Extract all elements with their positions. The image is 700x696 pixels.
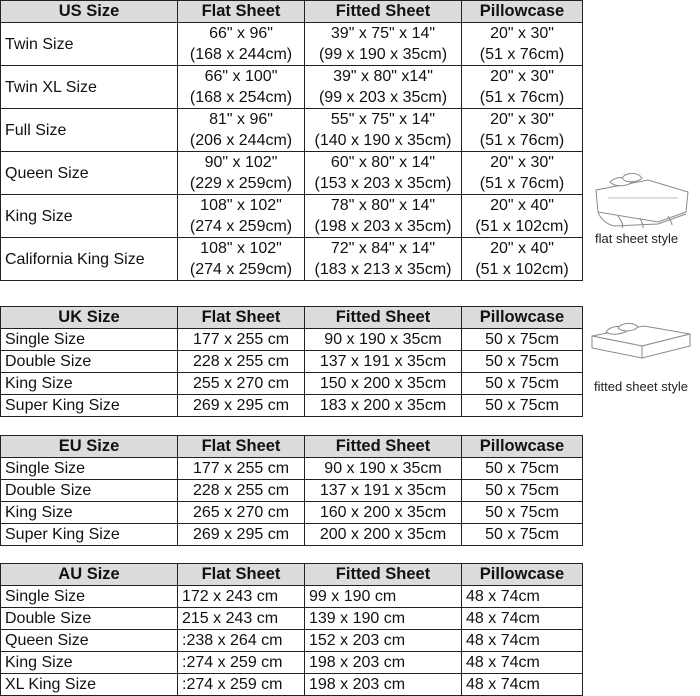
size-name-cell: Twin Size: [1, 23, 178, 66]
pillow-cell: 50 x 75cm: [462, 351, 583, 373]
table-row: [1, 652, 583, 674]
pillow-inches: 20" x 30": [490, 154, 554, 171]
fitted-centimeters: (99 x 190 x 35cm): [318, 46, 448, 63]
pillow-centimeters: (51 x 76cm): [479, 175, 565, 192]
size-name-cell: Double Size: [1, 351, 178, 373]
table-row: [1, 373, 583, 395]
table-row: [1, 23, 583, 66]
pillow-inches: 20" x 30": [490, 68, 554, 85]
flat-cell: 177 x 255 cm: [178, 329, 305, 351]
table-row: [1, 608, 583, 630]
flat-centimeters: (274 x 259cm): [189, 261, 293, 278]
flat-sheet-header: Flat Sheet: [178, 564, 305, 586]
table-row: [1, 395, 583, 417]
size-name-cell: Twin XL Size: [1, 66, 178, 109]
flat-centimeters: (168 x 254cm): [189, 89, 293, 106]
pillow-cell: [462, 23, 583, 66]
table-row: [1, 524, 583, 546]
fitted-cell: [305, 23, 462, 66]
flat-cell: [178, 66, 305, 109]
table-row: [1, 329, 583, 351]
table-row: [1, 586, 583, 608]
pillow-centimeters: (51 x 76cm): [479, 89, 565, 106]
uk-rows: [1, 329, 583, 417]
au-rows: [1, 586, 583, 696]
flat-sheet-illustration: [588, 168, 694, 230]
flat-cell: 228 x 255 cm: [178, 351, 305, 373]
us-header-row: [1, 1, 583, 23]
flat-cell: 177 x 255 cm: [178, 458, 305, 480]
size-name-cell: Queen Size: [1, 152, 178, 195]
fitted-cell: 139 x 190 cm: [305, 608, 462, 630]
pillow-inches: 20" x 30": [490, 111, 554, 128]
flat-cell: 255 x 270 cm: [178, 373, 305, 395]
fitted-cell: [305, 109, 462, 152]
fitted-cell: 198 x 203 cm: [305, 674, 462, 696]
flat-inches: 66" x 96": [209, 25, 273, 42]
fitted-centimeters: (99 x 203 x 35cm): [318, 89, 448, 106]
flat-centimeters: (168 x 244cm): [189, 46, 293, 63]
fitted-cell: 99 x 190 cm: [305, 586, 462, 608]
fitted-cell: 137 x 191 x 35cm: [305, 351, 462, 373]
flat-cell: 265 x 270 cm: [178, 502, 305, 524]
eu-header-row: [1, 436, 583, 458]
fitted-cell: 200 x 200 x 35cm: [305, 524, 462, 546]
table-row: [1, 66, 583, 109]
pillowcase-header: Pillowcase: [462, 1, 583, 23]
pillowcase-header: Pillowcase: [462, 564, 583, 586]
fitted-sheet-header: Fitted Sheet: [305, 307, 462, 329]
flat-cell: [178, 152, 305, 195]
pillow-inches: 20" x 40": [490, 197, 554, 214]
flat-cell: :238 x 264 cm: [178, 630, 305, 652]
pillow-cell: [462, 152, 583, 195]
fitted-cell: 150 x 200 x 35cm: [305, 373, 462, 395]
size-name-cell: Full Size: [1, 109, 178, 152]
flat-cell: 269 x 295 cm: [178, 524, 305, 546]
uk-header-row: [1, 307, 583, 329]
au-size-table: [0, 563, 583, 696]
pillow-cell: 50 x 75cm: [462, 480, 583, 502]
pillow-inches: 20" x 40": [490, 240, 554, 257]
fitted-cell: [305, 66, 462, 109]
pillow-centimeters: (51 x 76cm): [479, 46, 565, 63]
size-name-cell: Single Size: [1, 458, 178, 480]
fitted-inches: 39" x 80" x14": [333, 68, 433, 85]
fitted-centimeters: (153 x 203 x 35cm): [314, 175, 452, 192]
eu-rows: [1, 458, 583, 546]
us-size-header: US Size: [1, 1, 178, 23]
pillow-cell: [462, 238, 583, 281]
us-size-table: [0, 0, 583, 281]
fitted-centimeters: (198 x 203 x 35cm): [314, 218, 452, 235]
table-row: [1, 674, 583, 696]
pillow-cell: 50 x 75cm: [462, 395, 583, 417]
pillow-cell: [462, 109, 583, 152]
flat-centimeters: (229 x 259cm): [189, 175, 293, 192]
pillowcase-header: Pillowcase: [462, 307, 583, 329]
flat-cell: 228 x 255 cm: [178, 480, 305, 502]
flat-inches: 90" x 102": [204, 154, 278, 171]
fitted-cell: 90 x 190 x 35cm: [305, 329, 462, 351]
fitted-sheet-header: Fitted Sheet: [305, 436, 462, 458]
pillow-cell: 50 x 75cm: [462, 373, 583, 395]
size-name-cell: King Size: [1, 652, 178, 674]
size-name-cell: Queen Size: [1, 630, 178, 652]
pillow-inches: 20" x 30": [490, 25, 554, 42]
fitted-cell: 160 x 200 x 35cm: [305, 502, 462, 524]
pillow-centimeters: (51 x 102cm): [475, 261, 569, 278]
pillow-centimeters: (51 x 102cm): [475, 218, 569, 235]
au-size-header: AU Size: [1, 564, 178, 586]
table-row: [1, 152, 583, 195]
fitted-inches: 39" x 75" x 14": [330, 25, 436, 42]
pillow-cell: 48 x 74cm: [462, 630, 583, 652]
size-name-cell: Double Size: [1, 608, 178, 630]
pillow-cell: 50 x 75cm: [462, 524, 583, 546]
fitted-sheet-header: Fitted Sheet: [305, 1, 462, 23]
table-row: [1, 351, 583, 373]
table-row: [1, 480, 583, 502]
flat-cell: [178, 195, 305, 238]
fitted-centimeters: (183 x 213 x 35cm): [314, 261, 452, 278]
pillowcase-header: Pillowcase: [462, 436, 583, 458]
flat-centimeters: (274 x 259cm): [189, 218, 293, 235]
pillow-cell: [462, 195, 583, 238]
pillow-cell: 50 x 75cm: [462, 502, 583, 524]
eu-size-header: EU Size: [1, 436, 178, 458]
pillow-cell: 48 x 74cm: [462, 586, 583, 608]
flat-sheet-header: Flat Sheet: [178, 307, 305, 329]
flat-centimeters: (206 x 244cm): [189, 132, 293, 149]
pillow-cell: 50 x 75cm: [462, 458, 583, 480]
flat-cell: 172 x 243 cm: [178, 586, 305, 608]
fitted-cell: 90 x 190 x 35cm: [305, 458, 462, 480]
flat-cell: [178, 238, 305, 281]
us-rows: [1, 23, 583, 281]
table-row: [1, 238, 583, 281]
flat-cell: :274 x 259 cm: [178, 674, 305, 696]
fitted-inches: 78" x 80" x 14": [330, 197, 436, 214]
flat-inches: 66" x 100": [204, 68, 278, 85]
table-row: [1, 458, 583, 480]
fitted-sheet-caption: fitted sheet style: [594, 379, 688, 394]
fitted-sheet-header: Fitted Sheet: [305, 564, 462, 586]
flat-inches: 108" x 102": [200, 240, 282, 257]
fitted-cell: 183 x 200 x 35cm: [305, 395, 462, 417]
fitted-centimeters: (140 x 190 x 35cm): [314, 132, 452, 149]
fitted-inches: 60" x 80" x 14": [330, 154, 436, 171]
pillow-cell: 48 x 74cm: [462, 674, 583, 696]
uk-size-table: [0, 306, 583, 417]
flat-inches: 108" x 102": [200, 197, 282, 214]
fitted-cell: 137 x 191 x 35cm: [305, 480, 462, 502]
flat-sheet-caption: flat sheet style: [595, 231, 679, 246]
fitted-cell: [305, 152, 462, 195]
pillow-cell: 48 x 74cm: [462, 652, 583, 674]
flat-cell: :274 x 259 cm: [178, 652, 305, 674]
flat-sheet-header: Flat Sheet: [178, 436, 305, 458]
table-row: [1, 502, 583, 524]
size-name-cell: King Size: [1, 502, 178, 524]
au-header-row: [1, 564, 583, 586]
flat-inches: 81" x 96": [209, 111, 273, 128]
size-name-cell: Single Size: [1, 586, 178, 608]
size-name-cell: XL King Size: [1, 674, 178, 696]
fitted-cell: 198 x 203 cm: [305, 652, 462, 674]
size-name-cell: Double Size: [1, 480, 178, 502]
uk-size-header: UK Size: [1, 307, 178, 329]
flat-cell: 215 x 243 cm: [178, 608, 305, 630]
pillow-cell: 48 x 74cm: [462, 608, 583, 630]
size-name-cell: Single Size: [1, 329, 178, 351]
size-name-cell: King Size: [1, 195, 178, 238]
table-row: [1, 195, 583, 238]
flat-cell: [178, 109, 305, 152]
table-row: [1, 109, 583, 152]
flat-sheet-header: Flat Sheet: [178, 1, 305, 23]
pillow-centimeters: (51 x 76cm): [479, 132, 565, 149]
fitted-inches: 55" x 75" x 14": [330, 111, 436, 128]
size-name-cell: California King Size: [1, 238, 178, 281]
fitted-inches: 72" x 84" x 14": [330, 240, 436, 257]
flat-cell: 269 x 295 cm: [178, 395, 305, 417]
table-row: [1, 630, 583, 652]
size-name-cell: Super King Size: [1, 395, 178, 417]
fitted-cell: 152 x 203 cm: [305, 630, 462, 652]
pillow-cell: [462, 66, 583, 109]
fitted-sheet-illustration: [588, 318, 694, 362]
pillow-cell: 50 x 75cm: [462, 329, 583, 351]
flat-cell: [178, 23, 305, 66]
fitted-cell: [305, 238, 462, 281]
size-name-cell: King Size: [1, 373, 178, 395]
fitted-cell: [305, 195, 462, 238]
eu-size-table: [0, 435, 583, 546]
size-name-cell: Super King Size: [1, 524, 178, 546]
